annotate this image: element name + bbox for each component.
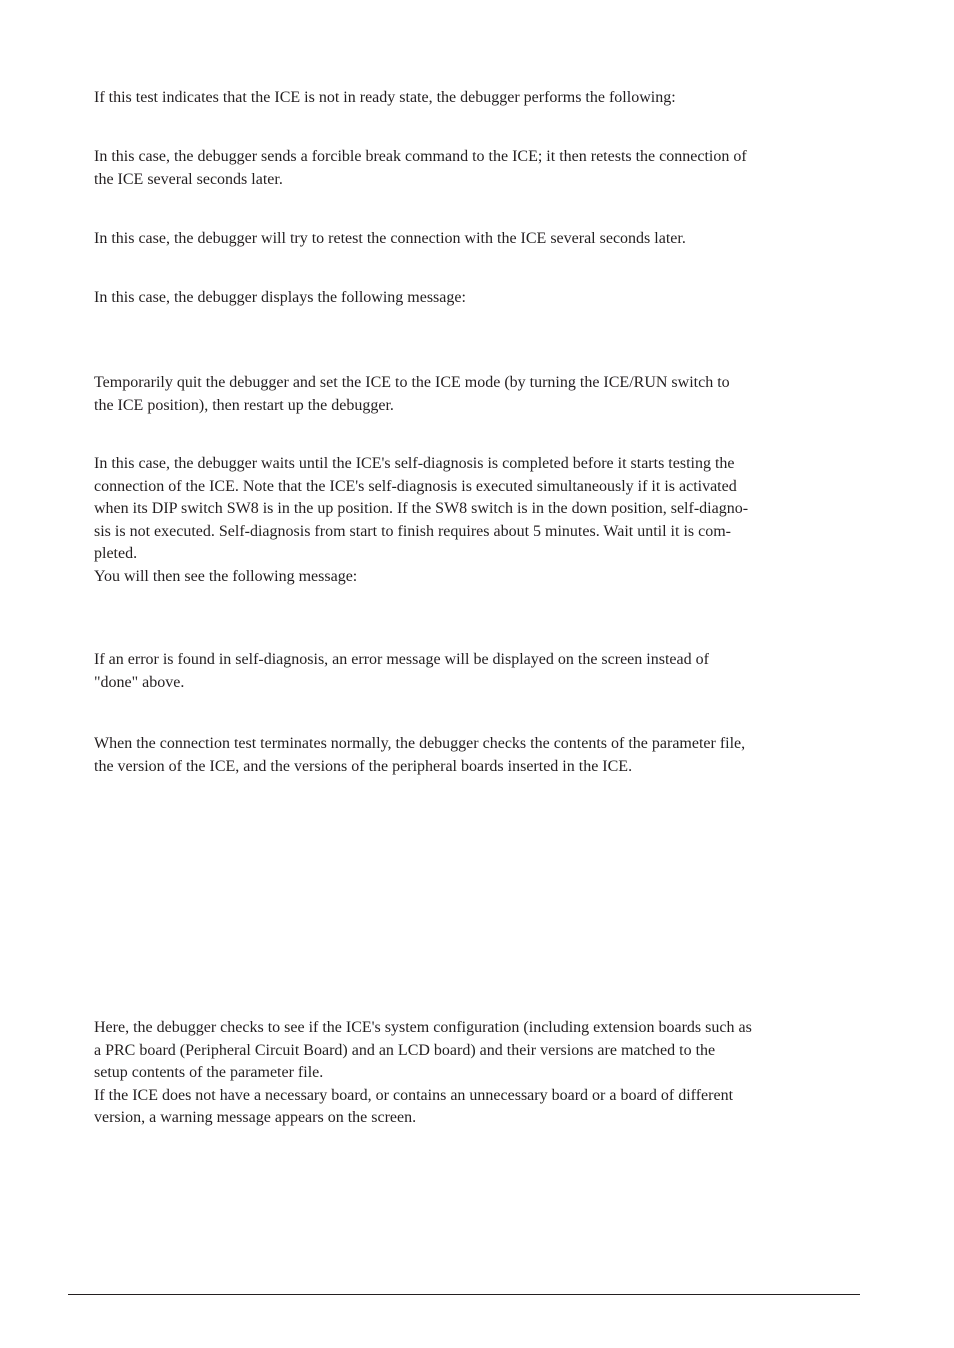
text-line: the version of the ICE, and the versions of the peripheral boards inserted in the ICE.: [94, 757, 633, 775]
text-line: In this case, the debugger waits until the ICE's self-diagnosis is completed before it starts testing the: [94, 455, 735, 472]
text-line: setup contents of the parameter file.: [94, 1064, 324, 1082]
text-line: connection of the ICE. Note that the ICE's self-diagnosis is executed simultaneously if it is activated: [94, 477, 737, 495]
text-line: the ICE several seconds later.: [94, 170, 283, 188]
text-line: If the ICE does not have a necessary board, or contains an unnecessary board or a board of different: [94, 1086, 734, 1104]
text-line: pleted.: [94, 545, 138, 563]
text-line: the ICE position), then restart up the debugger.: [94, 396, 394, 414]
paragraph-not-ready-intro: [94, 87, 862, 110]
paragraph-retest: [94, 228, 862, 251]
paragraph-ice-mode: [94, 372, 862, 417]
paragraph-self-diagnosis-error: [94, 649, 862, 694]
paragraph-displays-message: [94, 287, 862, 310]
text-line: version, a warning message appears on the screen.: [94, 1109, 417, 1127]
paragraph-forcible-break: [94, 146, 862, 191]
paragraph-connection-terminates: [94, 733, 862, 778]
text-line: If this test indicates that the ICE is not in ready state, the debugger performs the following:: [94, 89, 676, 106]
text-line: In this case, the debugger will try to retest the connection with the ICE several seconds later.: [94, 230, 686, 247]
text-line: Here, the debugger checks to see if the ICE's system configuration (including extension boards such as: [94, 1019, 752, 1036]
text-line: sis is not executed. Self-diagnosis from start to finish requires about 5 minutes. Wait until it is com-: [94, 522, 731, 540]
paragraph-self-diagnosis: [94, 453, 862, 589]
text-line: a PRC board (Peripheral Circuit Board) and an LCD board) and their versions are matched to the: [94, 1041, 716, 1059]
text-line: when its DIP switch SW8 is in the up position. If the SW8 switch is in the down position, self-diagno-: [94, 500, 749, 518]
text-line: You will then see the following message:: [94, 567, 358, 585]
text-line: In this case, the debugger displays the following message:: [94, 289, 466, 306]
text-line: "done" above.: [94, 673, 185, 691]
text-line: In this case, the debugger sends a forcible break command to the ICE; it then retests the connection of: [94, 148, 747, 165]
text-line: Temporarily quit the debugger and set the ICE to the ICE mode (by turning the ICE/RUN switch to: [94, 374, 730, 391]
text-line: When the connection test terminates normally, the debugger checks the contents of the parameter file,: [94, 735, 746, 752]
paragraph-system-configuration: [94, 1017, 862, 1130]
footer-rule: [68, 1294, 860, 1295]
text-line: If an error is found in self-diagnosis, an error message will be displayed on the screen instead of: [94, 651, 709, 668]
